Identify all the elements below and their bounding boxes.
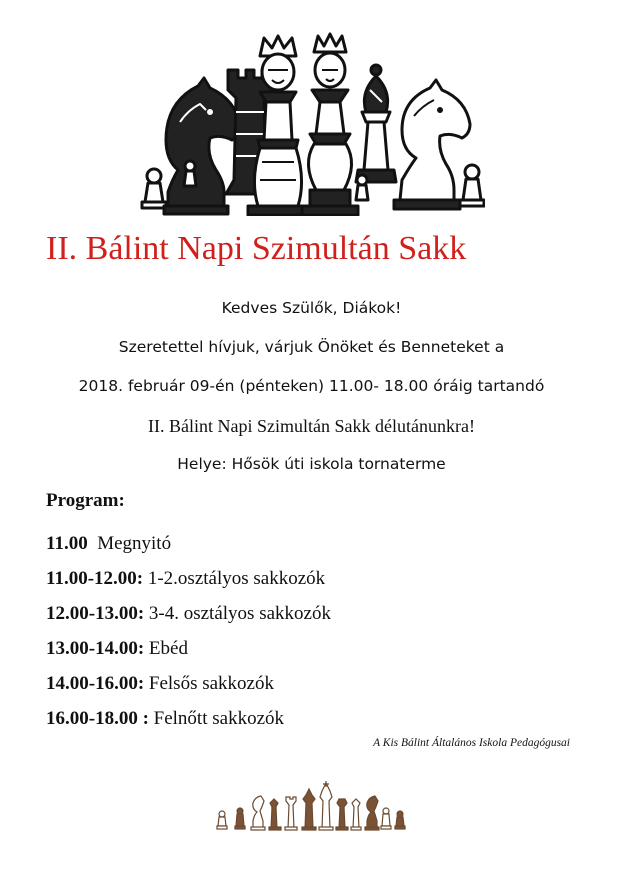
location-line: Helye: Hősök úti iskola tornaterme — [177, 455, 446, 473]
program-item-activity: Megnyitó — [97, 533, 172, 554]
program-item-activity: Felnőtt sakkozók — [153, 708, 285, 729]
program-item-time: 16.00-18.00 : — [46, 708, 149, 729]
chess-pieces-row-icon — [214, 781, 406, 833]
program-item — [46, 568, 325, 590]
program-item — [46, 708, 284, 730]
invitation-date-line: 2018. február 09-én (pénteken) 11.00- 18.00 óráig tartandó — [78, 377, 545, 395]
program-item — [46, 673, 274, 695]
program-item — [46, 533, 171, 555]
greeting: Kedves Szülők, Diákok! — [221, 299, 402, 317]
program-item-time: 12.00-13.00: — [46, 603, 145, 624]
signature: A Kis Bálint Általános Iskola Pedagógusai — [373, 737, 570, 749]
page-title: II. Bálint Napi Szimultán Sakk — [46, 230, 467, 267]
invitation-event-line: II. Bálint Napi Szimultán Sakk délutánunkra! — [148, 416, 475, 436]
program-item-activity: Ebéd — [148, 638, 188, 659]
program-item-time: 11.00-12.00: — [46, 568, 144, 589]
program-item — [46, 638, 188, 660]
program-item-activity: 1-2.osztályos sakkozók — [147, 568, 326, 589]
program-item — [46, 603, 331, 625]
program-item-activity: Felsős sakkozók — [148, 673, 274, 694]
program-item-activity: 3-4. osztályos sakkozók — [148, 603, 331, 624]
program-heading: Program: — [46, 490, 125, 511]
program-item-time: 11.00 — [46, 533, 88, 554]
invitation-line-1: Szeretettel hívjuk, várjuk Önöket és Benneteket a — [118, 338, 505, 356]
program-item-time: 14.00-16.00: — [46, 673, 145, 694]
program-item-time: 13.00-14.00: — [46, 638, 145, 659]
chess-pieces-illustration — [140, 30, 485, 216]
